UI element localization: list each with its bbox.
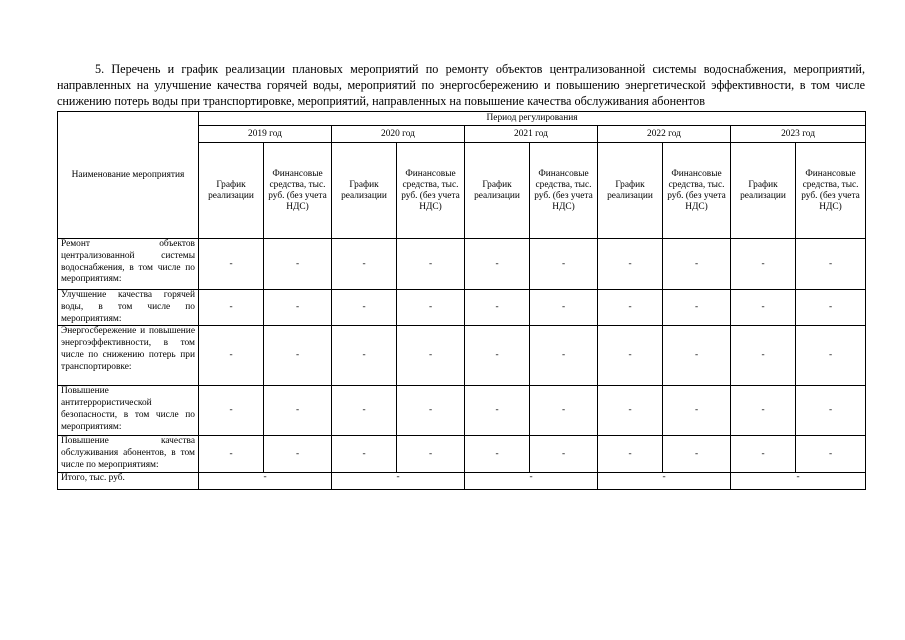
table-cell: - — [598, 239, 663, 290]
table-cell: - — [332, 386, 397, 436]
table-cell: - — [598, 436, 663, 472]
table-cell: - — [731, 386, 796, 436]
table-cell: - — [530, 239, 598, 290]
table-cell: - — [397, 290, 465, 326]
total-cell-2020: - — [332, 472, 465, 489]
table-row — [58, 386, 866, 436]
finance-header: Финансовые средства, тыс. руб. (без учета НДС) — [264, 143, 332, 239]
table-row — [58, 239, 866, 290]
finance-header: Финансовые средства, тыс. руб. (без учета НДС) — [796, 143, 866, 239]
table-cell: - — [199, 290, 264, 326]
table-cell: - — [465, 326, 530, 386]
year-header-2020: 2020 год — [332, 126, 465, 143]
table-cell: - — [663, 290, 731, 326]
measure-name: Улучшение качества горячей воды, в том числе по мероприятиям: — [58, 290, 199, 326]
table-cell: - — [397, 436, 465, 472]
year-header-2019: 2019 год — [199, 126, 332, 143]
period-header: Период регулирования — [199, 112, 866, 126]
measure-name: Энергосбережение и повышение энергоэффективности, в том числе по снижению потерь при транспортировке: — [58, 326, 199, 386]
table-cell: - — [731, 326, 796, 386]
table-cell: - — [663, 386, 731, 436]
table-cell: - — [663, 436, 731, 472]
table-cell: - — [530, 436, 598, 472]
table-cell: - — [264, 239, 332, 290]
table-cell: - — [264, 326, 332, 386]
measure-name: Повышение антитеррористической безопасности, в том числе по мероприятиям: — [58, 386, 199, 436]
table-cell: - — [598, 326, 663, 386]
finance-header: Финансовые средства, тыс. руб. (без учета НДС) — [530, 143, 598, 239]
table-cell: - — [731, 290, 796, 326]
table-cell: - — [264, 386, 332, 436]
table-cell: - — [796, 326, 866, 386]
total-cell-2021: - — [465, 472, 598, 489]
table-cell: - — [796, 239, 866, 290]
schedule-header: График реализации — [731, 143, 796, 239]
schedule-header: График реализации — [332, 143, 397, 239]
table-cell: - — [530, 386, 598, 436]
table-cell: - — [796, 436, 866, 472]
total-cell-2019: - — [199, 472, 332, 489]
year-header-2022: 2022 год — [598, 126, 731, 143]
measure-name: Повышение качества обслуживания абонентов, в том числе по мероприятиям: — [58, 436, 199, 472]
table-cell: - — [332, 326, 397, 386]
table-cell: - — [530, 326, 598, 386]
table-cell: - — [465, 239, 530, 290]
table-cell: - — [598, 386, 663, 436]
schedule-header: График реализации — [199, 143, 264, 239]
table-cell: - — [199, 326, 264, 386]
year-header-2023: 2023 год — [731, 126, 866, 143]
table-cell: - — [199, 239, 264, 290]
table-cell: - — [397, 326, 465, 386]
table-cell: - — [465, 386, 530, 436]
section-heading: 5. Перечень и график реализации плановых мероприятий по ремонту объектов централизованной системы водоснабжения, мероприятий, направленных на улучшение качества горячей воды, мероприятий по энергосбережению и повышению энергетической эффективности, в том числе снижению потерь воды при транспортировке, мероприятий, направленных на повышение качества обслуживания абонентов — [57, 62, 865, 108]
table-cell: - — [199, 436, 264, 472]
schedule-header: График реализации — [598, 143, 663, 239]
measure-name: Ремонт объектов централизованной системы водоснабжения, в том числе по мероприятиям: — [58, 239, 199, 290]
table-cell: - — [663, 326, 731, 386]
total-row — [58, 472, 866, 489]
total-cell-2022: - — [598, 472, 731, 489]
year-header-2021: 2021 год — [465, 126, 598, 143]
table-cell: - — [264, 436, 332, 472]
table-cell: - — [731, 239, 796, 290]
table-row — [58, 436, 866, 472]
finance-header: Финансовые средства, тыс. руб. (без учета НДС) — [663, 143, 731, 239]
table-row — [58, 290, 866, 326]
table-cell: - — [332, 239, 397, 290]
table-cell: - — [465, 290, 530, 326]
table-cell: - — [731, 436, 796, 472]
finance-header: Финансовые средства, тыс. руб. (без учета НДС) — [397, 143, 465, 239]
table-row — [58, 326, 866, 386]
table-cell: - — [663, 239, 731, 290]
table-cell: - — [397, 239, 465, 290]
table-cell: - — [264, 290, 332, 326]
total-cell-2023: - — [731, 472, 866, 489]
table-cell: - — [465, 436, 530, 472]
table-cell: - — [332, 290, 397, 326]
table-cell: - — [199, 386, 264, 436]
table-cell: - — [530, 290, 598, 326]
measure-name-header: Наименование мероприятия — [58, 112, 199, 239]
measures-table — [57, 111, 866, 490]
table-cell: - — [796, 386, 866, 436]
table-cell: - — [332, 436, 397, 472]
table-cell: - — [397, 386, 465, 436]
schedule-header: График реализации — [465, 143, 530, 239]
total-label: Итого, тыс. руб. — [58, 472, 199, 489]
table-cell: - — [598, 290, 663, 326]
table-cell: - — [796, 290, 866, 326]
